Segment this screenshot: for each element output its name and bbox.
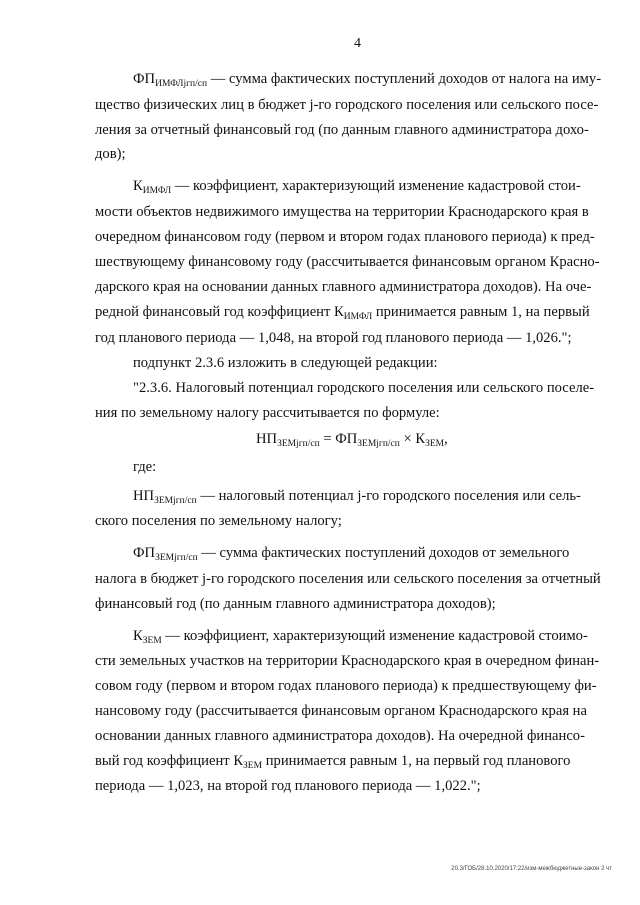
k-zem-symbol-inline: К bbox=[233, 753, 244, 769]
k-imfl-line-2: мости объектов недвижимого имущества на территории Краснодарского края в bbox=[95, 204, 589, 220]
page-number: 4 bbox=[354, 36, 361, 51]
np-zem-text: — налоговый потенциал j-го городского поселения или сель- bbox=[196, 488, 581, 504]
formula-np-subscript: ЗЕМjгп/сп bbox=[277, 439, 320, 449]
fp-imfl-line-4: дов); bbox=[95, 146, 126, 162]
np-subscript: ЗЕМjгп/сп bbox=[154, 496, 197, 506]
k-imfl-line-7: год планового периода — 1,048, на второй год планового периода — 1,026."; bbox=[95, 330, 572, 346]
k-zem-text: — коэффициент, характеризующий изменение кадастровой стоимо- bbox=[161, 628, 588, 644]
k-imfl-line-3: очередном финансовом году (первом и втором годах планового периода) к пред- bbox=[95, 229, 595, 245]
k-zem-subscript: ЗЕМ bbox=[142, 636, 162, 646]
k-zem-line-6-b: принимается равным 1, на первый год планового bbox=[262, 753, 571, 769]
formula-k-subscript: ЗЕМ bbox=[425, 439, 445, 449]
k-zem-line-6 bbox=[95, 752, 570, 770]
k-symbol-inline: К bbox=[334, 304, 344, 320]
fp-imfl-line-1 bbox=[133, 70, 602, 89]
fp-symbol: ФП bbox=[133, 71, 156, 87]
fp-subscript: ИМФЛjгп/сп bbox=[155, 79, 208, 89]
k-zem-symbol: К bbox=[133, 628, 143, 644]
np-zem-line-1 bbox=[133, 487, 581, 506]
formula-fp-symbol: ФП bbox=[335, 431, 358, 447]
fp-imfl-text: — сумма фактических поступлений доходов от налога на иму- bbox=[207, 71, 602, 87]
fp-imfl-line-3: ления за отчетный финансовый год (по данным главного администратора дохо- bbox=[95, 122, 589, 138]
k-imfl-line-6-a: редной финансовый год коэффициент bbox=[95, 304, 335, 320]
k-imfl-text: — коэффициент, характеризующий изменение кадастровой стои- bbox=[171, 178, 581, 194]
formula-times: × bbox=[399, 431, 416, 447]
np-symbol: НП bbox=[133, 488, 155, 504]
k-zem-line-2: сти земельных участков на территории Краснодарского края в очередном финан- bbox=[95, 653, 600, 669]
document-footer-stamp: 20.3/ГОБ/28.10.2020/17:22/изм-межбюджетные-закон 2 чт bbox=[451, 866, 612, 872]
formula bbox=[256, 430, 448, 448]
fp-zem-line-3: финансовый год (по данным главного администратора доходов); bbox=[95, 596, 496, 612]
k-zem-line-1 bbox=[133, 627, 588, 646]
np-zem-line-2: ского поселения по земельному налогу; bbox=[95, 513, 342, 529]
formula-equals: = bbox=[319, 431, 336, 447]
k-zem-line-7: периода — 1,023, на второй год планового периода — 1,022."; bbox=[95, 778, 481, 794]
fp-zem-text: — сумма фактических поступлений доходов от земельного bbox=[197, 545, 570, 561]
formula-fp-subscript: ЗЕМjгп/сп bbox=[357, 439, 400, 449]
formula-k-symbol: К bbox=[415, 431, 426, 447]
subpoint-instruction: подпункт 2.3.6 изложить в следующей редакции: bbox=[133, 355, 438, 371]
k-zem-subscript-inline: ЗЕМ bbox=[243, 761, 263, 771]
fp-imfl-line-2: щество физических лиц в бюджет j-го городского поселения или сельского посе- bbox=[95, 97, 599, 113]
k-imfl-line-6 bbox=[95, 303, 590, 321]
fp-zem-subscript: ЗЕМjгп/сп bbox=[155, 553, 198, 563]
where-label: где: bbox=[133, 459, 157, 475]
k-imfl-line-5: дарского края на основании данных главного администратора доходов). На оче- bbox=[95, 279, 592, 295]
k-zem-line-6-a: вый год коэффициент bbox=[95, 753, 234, 769]
k-subscript-inline: ИМФЛ bbox=[343, 312, 373, 322]
k-imfl-line-6-b: принимается равным 1, на первый bbox=[372, 304, 590, 320]
k-imfl-line-1 bbox=[133, 177, 581, 196]
k-subscript: ИМФЛ bbox=[142, 186, 172, 196]
k-zem-line-3: совом году (первом и втором годах планового периода) к предшествующему фи- bbox=[95, 678, 597, 694]
fp-zem-symbol: ФП bbox=[133, 545, 156, 561]
k-zem-line-4: нансовому году (рассчитывается финансовым органом Краснодарского края на bbox=[95, 703, 587, 719]
k-imfl-line-4: шествующему финансовому году (рассчитывается финансовым органом Красно- bbox=[95, 254, 600, 270]
k-zem-line-5: основании данных главного администратора доходов). На очередной финансо- bbox=[95, 728, 585, 744]
p236-line-1: "2.3.6. Налоговый потенциал городского поселения или сельского поселе- bbox=[133, 380, 595, 396]
fp-zem-line-2: налога в бюджет j-го городского поселения или сельского поселения за отчетный bbox=[95, 571, 601, 587]
p236-line-2: ния по земельному налогу рассчитывается по формуле: bbox=[95, 405, 440, 421]
formula-np-symbol: НП bbox=[256, 431, 278, 447]
k-symbol: К bbox=[133, 178, 143, 194]
fp-zem-line-1 bbox=[133, 544, 570, 563]
formula-end: , bbox=[444, 431, 448, 447]
